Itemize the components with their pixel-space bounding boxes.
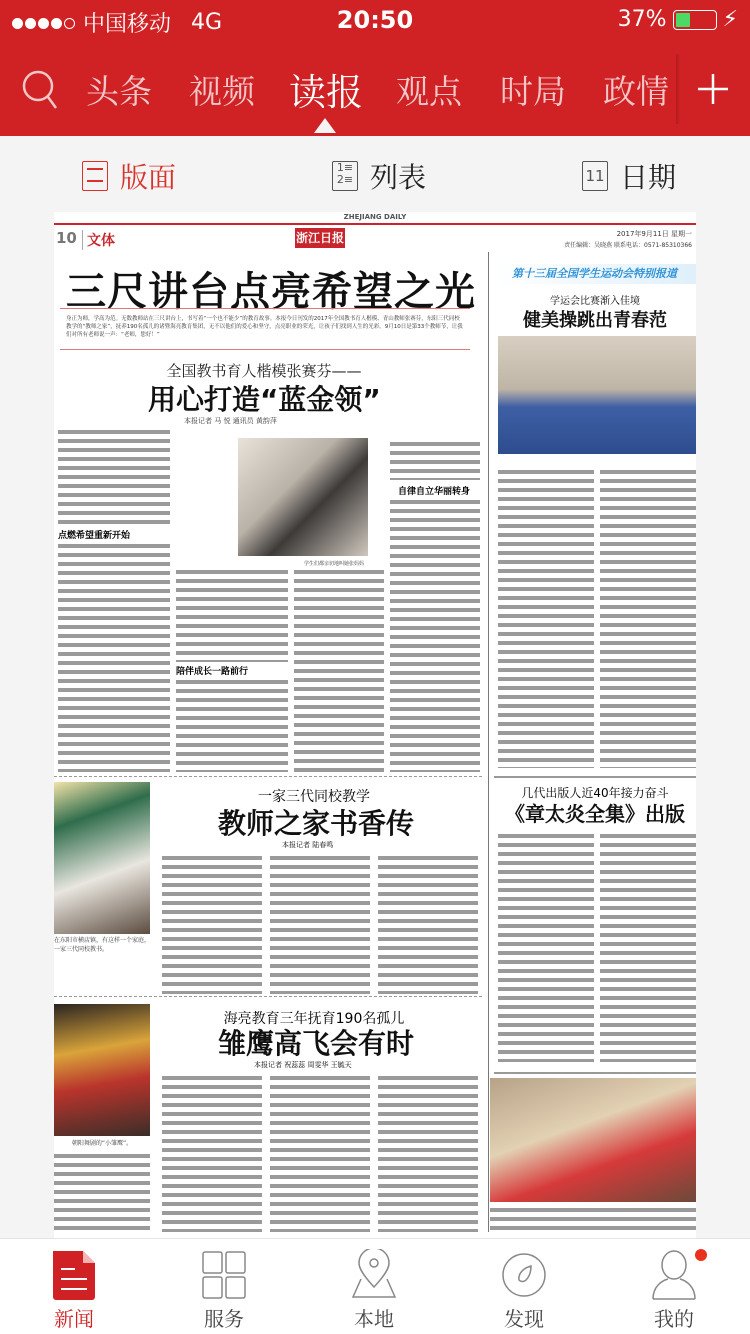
subtab-label: 列表 [370,161,427,194]
masthead-logo: 浙江日报 [295,228,345,248]
body-text [390,498,480,772]
main-headline: 三尺讲台点亮希望之光 [66,269,476,315]
reading-mode-tabs [0,136,750,208]
sports-kicker: 学运会比赛渐入佳境 [550,296,640,307]
subtab-date[interactable] [582,156,676,196]
article1-subhead: 陪伴成长一路前行 [176,667,249,677]
article1-kicker: 全国教书育人楷模张赛芬—— [166,362,362,380]
body-text [176,568,288,662]
ceremony-photo[interactable] [490,1078,696,1202]
battery-icon [673,10,717,30]
body-text [58,542,170,772]
body-text [378,1074,478,1232]
bottom-tab-local[interactable] [324,1245,424,1332]
sports-headline: 健美操跳出青春范 [523,310,667,331]
body-text [162,1074,262,1232]
bottom-tab-me[interactable] [624,1245,724,1332]
status-bar [0,0,750,44]
tab-label: 新闻 [54,1307,94,1331]
gymnastics-photo[interactable] [498,336,696,454]
tab-label: 发现 [504,1307,544,1331]
top-rule [54,223,696,225]
tab-label: 本地 [354,1307,394,1331]
grid-icon [201,1249,247,1301]
section-name: 文体 [82,230,115,250]
page-icon [82,161,108,191]
issue-date: 2017年9月11日 星期一 [616,230,692,238]
location-pin-icon [351,1249,397,1301]
newspaper-page[interactable] [54,212,696,1238]
plus-icon[interactable] [696,72,730,106]
compass-icon [501,1249,547,1301]
body-text [378,854,478,994]
channel-nav [0,44,750,136]
body-text [270,1074,370,1232]
tab-current-affairs[interactable]: 时局 [500,72,566,111]
body-text [162,854,262,994]
paper-brand: ZHEJIANG DAILY [343,213,407,221]
article2-byline: 本报记者 陆春鸣 [282,841,334,849]
body-text [498,832,594,1062]
charging-icon: ⚡ [722,7,738,32]
body-text [490,1206,696,1232]
article1-headline: 用心打造“蓝金领” [148,383,381,416]
news-icon [51,1249,97,1301]
tab-label: 服务 [204,1307,244,1331]
body-text [54,1152,150,1232]
body-text [176,678,288,772]
column-rule [488,252,489,1232]
subtab-layout[interactable] [82,156,176,196]
user-icon [651,1249,697,1301]
article2-headline: 教师之家书香传 [218,807,415,840]
section-divider [494,1072,696,1074]
page-number: 10 [56,229,77,247]
intro-box: 身正为师，学高为范。无数教师站在三尺讲台上，书写着“一个也不能少”的教育故事。本报今日刊发的2017年全国教书育人楷模、青山教师张赛芬，东阳三代同校教学的“教师之家”，抚养190名孤儿的诸暨海亮教育集团，无不以他们的爱心和坚守，点亮职业的荣光，让孩子们找到人生的光彩。9月10日是第33个教师节，让我们对所有老师说一声：“老师，您好！” [60,308,470,350]
battery-percent: 37% [617,7,667,32]
photo-caption: 朝阳舞剧的“小雏鹰”。 [71,1140,133,1147]
article3-headline: 雏鹰高飞会有时 [218,1027,415,1060]
article1-byline: 本报记者 马 悦 通讯员 黄韵萍 [184,417,277,425]
article2-kicker: 一家三代同校教学 [258,789,370,805]
bottom-tab-discover[interactable] [474,1245,574,1332]
bottom-tab-bar [0,1238,750,1334]
article3-kicker: 海亮教育三年抚育190名孤儿 [223,1011,405,1027]
tab-politics[interactable]: 政情 [603,72,669,111]
tab-read-paper[interactable]: 读报 [289,71,363,114]
tab-label: 我的 [654,1307,694,1331]
bottom-tab-services[interactable] [174,1245,274,1332]
tab-video[interactable]: 视频 [189,72,255,111]
bottom-tab-news[interactable] [24,1245,124,1332]
photo-caption: 学生们都亲切地叫她张妈妈 [304,561,365,567]
search-icon[interactable] [20,68,60,112]
tab-opinion[interactable]: 观点 [396,72,462,111]
body-text [600,468,696,768]
article3-byline: 本报记者 祝蕊蕊 周雯华 王毓天 [254,1061,352,1069]
sports-banner: 第十三届全国学生运动会特别报道 [494,264,696,284]
photo-caption: 在东阳市横店镇，有这样一个家庭，一家三代同校教书。 [54,937,151,953]
classroom-photo[interactable] [54,782,150,934]
fade-divider [676,54,680,124]
subtab-label: 版面 [120,161,177,194]
article1-subhead: 点燃希望重新开始 [58,531,131,541]
dance-photo[interactable] [54,1004,150,1136]
article1-photo[interactable] [238,438,368,556]
subtab-label: 日期 [620,161,677,194]
active-tab-indicator [314,118,336,133]
clock: 20:50 [336,6,414,34]
body-text [390,440,480,480]
tab-headlines[interactable]: 头条 [86,72,152,111]
carrier: 中国移动 [83,12,172,37]
list-icon: 1≡ 2≡ [332,161,358,191]
article4-headline: 《章太炎全集》出版 [505,802,685,826]
body-text [498,468,594,768]
subtab-list[interactable] [332,156,426,196]
article1-subhead: 自律自立华丽转身 [398,487,471,497]
body-text [270,854,370,994]
section-divider [494,776,696,778]
network-type: 4G [191,10,223,35]
section-divider [54,996,482,997]
calendar-icon: 11 [582,161,608,191]
article4-kicker: 几代出版人近40年接力奋斗 [521,786,669,800]
body-text [600,832,696,1062]
body-text [58,428,170,528]
section-divider [54,776,482,777]
body-text [294,568,384,772]
editor-line: 责任编辑：吴晓燕 联系电话：0571-85310366 [564,242,692,249]
notification-badge [695,1249,707,1261]
